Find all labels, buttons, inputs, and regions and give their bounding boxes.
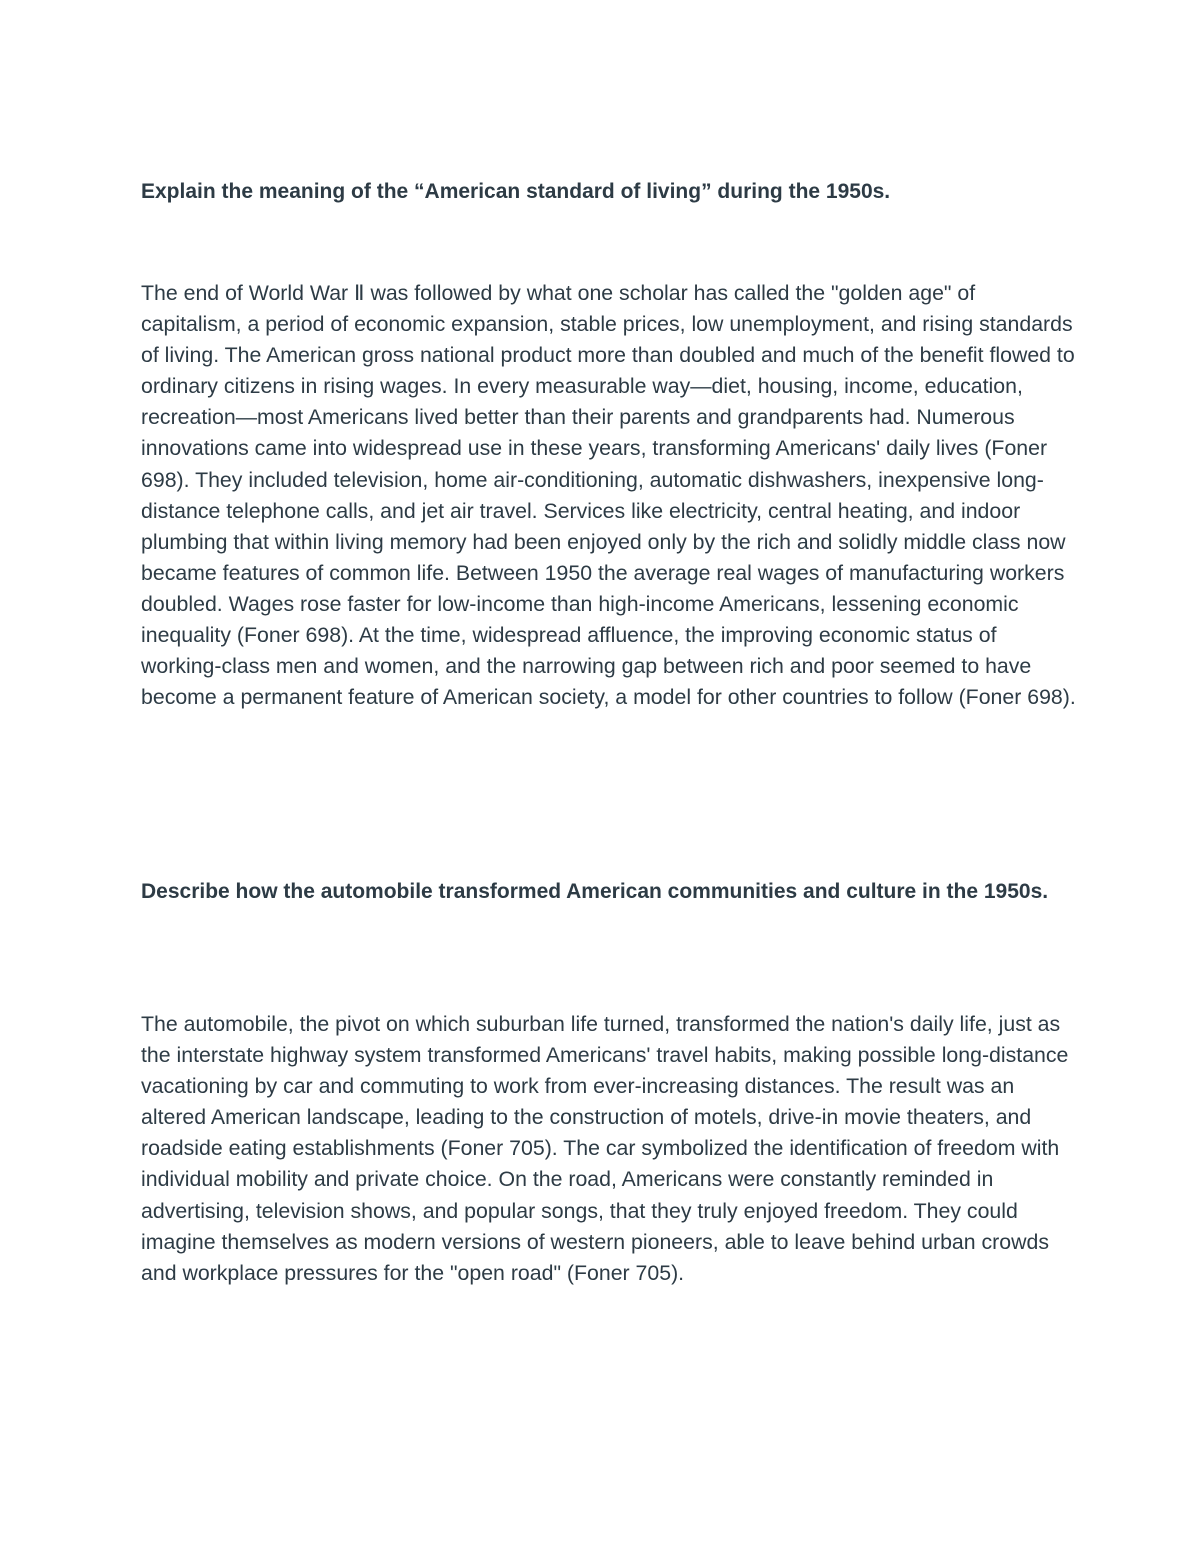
answer-2-paragraph: The automobile, the pivot on which suburban life turned, transformed the nation's daily life, just as the interstate highway system transformed Americans' travel habits, making possible long-distance vacationing by car and commuting to work from ever-increasing distances. The result was an altered American landscape, leading to the construction of motels, drive-in movie theaters, and roadside eating establishments (Foner 705). The car symbolized the identification of freedom with individual mobility and private choice. On the road, Americans were constantly reminded in advertising, television shows, and popular songs, that they truly enjoyed freedom. They could imagine themselves as modern versions of western pioneers, able to leave behind urban crowds and workplace pressures for the "open road" (Foner 705).: [141, 1012, 1069, 1285]
question-1-heading: Explain the meaning of the “American standard of living” during the 1950s.: [141, 180, 891, 203]
answer-1-paragraph: The end of World War Ⅱ was followed by what one scholar has called the "golden age" of capitalism, a period of economic expansion, stable prices, low unemployment, and rising standards of living. The American gross national product more than doubled and much of the benefit flowed to ordinary citizens in rising wages. In every measurable way—diet, housing, income, education, recreation—most Americans lived better than their parents and grandparents had. Numerous innovations came into widespread use in these years, transforming Americans' daily lives (Foner 698). They included television, home air-conditioning, automatic dishwashers, inexpensive long-distance telephone calls, and jet air travel. Services like electricity, central heating, and indoor plumbing that within living memory had been enjoyed only by the rich and solidly middle class now became features of common life. Between 1950 the average real wages of manufacturing workers doubled. Wages rose faster for low-income than high-income Americans, lessening economic inequality (Foner 698). At the time, widespread affluence, the improving economic status of working-class men and women, and the narrowing gap between rich and poor seemed to have become a permanent feature of American society, a model for other countries to follow (Foner 698).: [141, 281, 1076, 710]
question-2-heading: Describe how the automobile transformed American communities and culture in the 1950s.: [141, 880, 1049, 903]
